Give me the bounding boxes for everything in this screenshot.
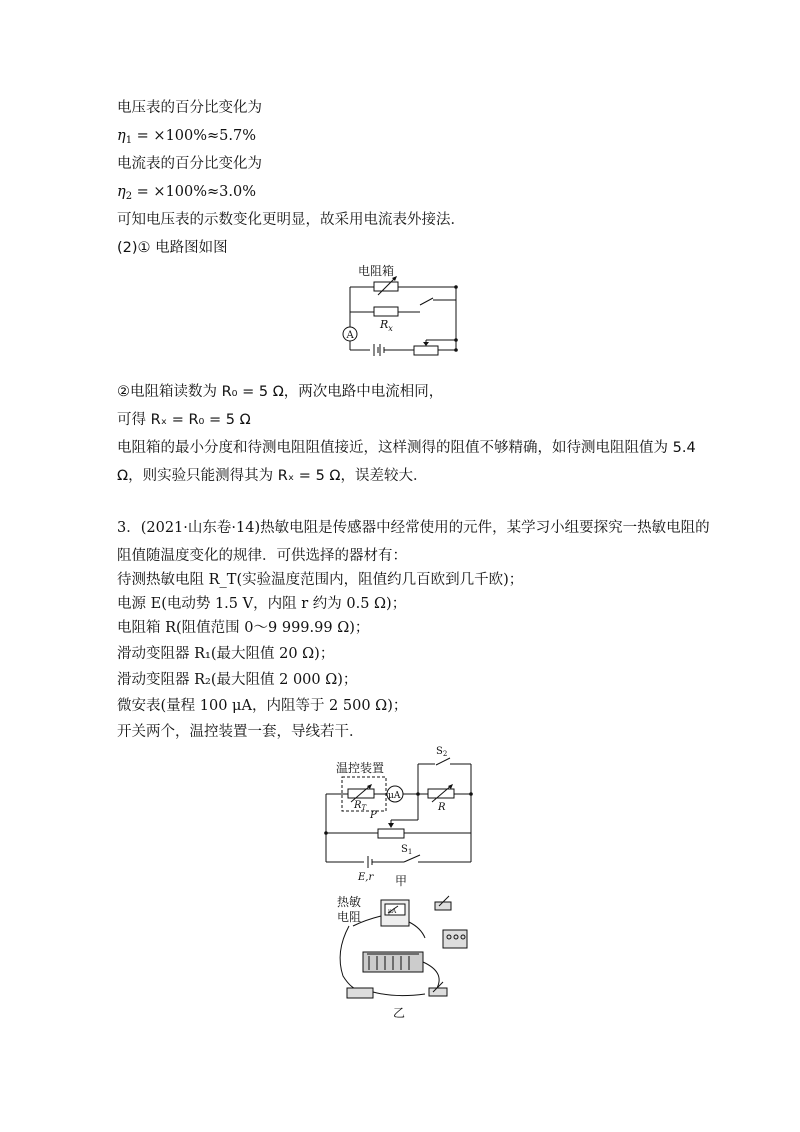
eta2-value: = ×100%≈3.0% — [132, 184, 257, 200]
eta2-formula — [117, 182, 256, 207]
switch-s2-symbol — [436, 758, 450, 765]
p-label: P — [370, 810, 377, 821]
problem-line-6: 滑动变阻器 R₁(最大阻值 20 Ω)； — [117, 646, 335, 662]
switch-device-top — [435, 902, 451, 910]
problem-line-5: 电阻箱 R(阻值范围 0～9 999.99 Ω)； — [117, 620, 370, 636]
thermistor-label-line1: 热敏 — [337, 895, 362, 909]
switch-device-bottom — [429, 988, 447, 996]
problem-line-7: 滑动变阻器 R₂(最大阻值 2 000 Ω)； — [117, 672, 358, 688]
rt-label: $R_T$ — [354, 800, 367, 812]
s1-label: $S_1$ — [401, 844, 413, 856]
problem-line-2: 阻值随温度变化的规律．可供选择的器材有： — [117, 548, 407, 564]
temperature-control-label: 温控装置 — [336, 761, 385, 775]
rheostat-symbol — [378, 829, 404, 838]
apparatus-illustration-yi — [325, 892, 475, 1022]
meter-unit-label: μA — [388, 908, 397, 915]
problem-line-3: 待测热敏电阻 R_T(实验温度范围内，阻值约几百欧到几千欧)； — [117, 572, 524, 588]
circuit-diagram-1 — [330, 262, 470, 380]
figure-caption-jia: 甲 — [395, 874, 408, 888]
rx-symbol — [374, 307, 398, 316]
solution-line-5: 可知电压表的示数变化更明显，故采用电流表外接法． — [117, 212, 465, 228]
eta-symbol: η — [117, 184, 126, 200]
ammeter-label: A — [346, 330, 354, 341]
solution-line-9: 电阻箱的最小分度和待测电阻阻值接近，这样测得的阻值不够精确，如待测电阻阻值为 5.4 — [117, 440, 696, 456]
problem-line-9: 开关两个，温控装置一套，导线若干． — [117, 724, 364, 740]
battery-device — [347, 988, 373, 998]
solution-line-1: 电压表的百分比变化为 — [117, 100, 262, 116]
problem-line-4: 电源 E(电动势 1.5 V，内阻 r 约为 0.5 Ω)； — [117, 596, 407, 612]
eta1-formula — [117, 126, 256, 151]
microammeter-label: μA — [388, 791, 401, 801]
eta1-value: = ×100%≈5.7% — [132, 128, 257, 144]
solution-line-6: (2)① 电路图如图 — [117, 240, 228, 256]
er-label: E,r — [358, 872, 374, 883]
resistance-box-label: 电阻箱 — [358, 264, 395, 278]
problem-line-8: 微安表(量程 100 μA，内阻等于 2 500 Ω)； — [117, 698, 408, 714]
s2-label: $S_2$ — [436, 746, 448, 758]
solution-line-7: ②电阻箱读数为 R₀ = 5 Ω，两次电路中电流相同， — [117, 384, 444, 400]
eta-sub: 1 — [125, 135, 133, 146]
switch-s1-symbol — [404, 855, 420, 862]
eta-symbol: η — [117, 128, 126, 144]
rx-label: $R_x$ — [380, 318, 393, 333]
switch-symbol — [420, 298, 433, 305]
figure-caption-yi: 乙 — [393, 1006, 406, 1020]
solution-line-3: 电流表的百分比变化为 — [117, 156, 262, 172]
rheostat-symbol — [414, 346, 438, 355]
r-label: R — [438, 802, 446, 813]
solution-line-8: 可得 Rₓ = R₀ = 5 Ω — [117, 412, 251, 428]
problem-line-1: 3．(2021·山东卷·14)热敏电阻是传感器中经常使用的元件，某学习小组要探究一热敏电阻的 — [117, 520, 710, 536]
resistance-box-r-symbol — [428, 789, 454, 798]
circuit-diagram-jia — [318, 744, 483, 892]
thermistor-label-line2: 电阻 — [337, 910, 362, 924]
solution-line-10: Ω，则实验只能测得其为 Rₓ = 5 Ω，误差较大． — [117, 468, 428, 484]
eta-sub: 2 — [125, 191, 133, 202]
wire — [340, 926, 363, 990]
